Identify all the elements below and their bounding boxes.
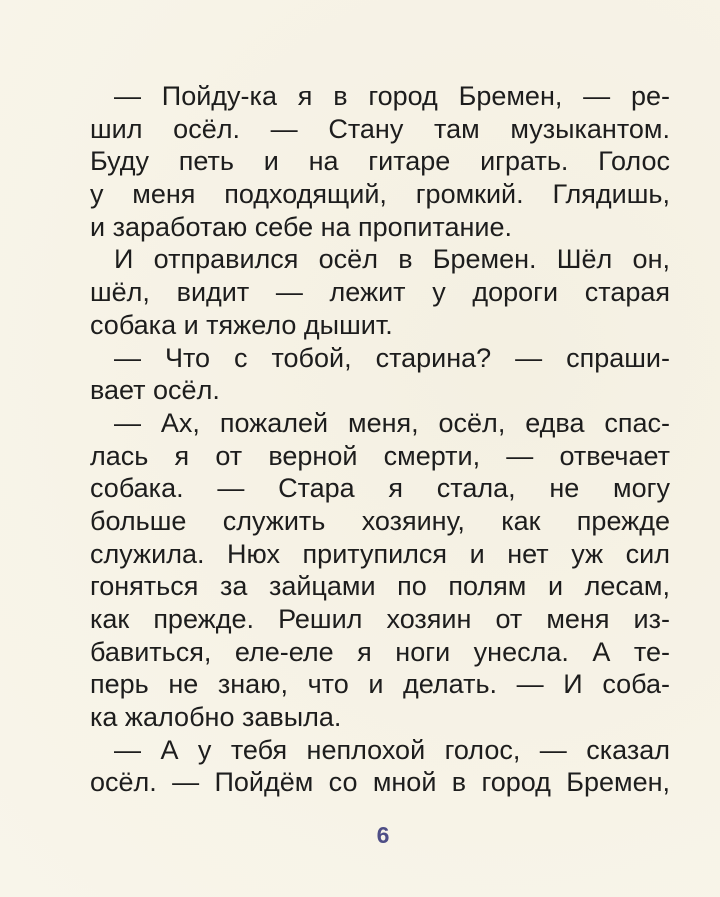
text-line: собака и тяжело дышит. xyxy=(90,309,393,340)
text-line: больше служить хозяину, как прежде xyxy=(90,505,670,536)
text-line: как прежде. Решил хозяин от меня из- xyxy=(90,604,670,634)
text-line: — Что с тобой, старина? — спраши- xyxy=(114,342,670,373)
story-text xyxy=(90,80,670,799)
text-line: Буду петь и на гитаре играть. Голос xyxy=(90,146,670,177)
text-line: бавиться, еле-еле я ноги унесла. А те- xyxy=(90,636,670,667)
page-number: 6 xyxy=(376,822,390,848)
text-line: шёл, видит — лежит у дороги старая xyxy=(90,277,670,308)
text-line: ка жалобно завыла. xyxy=(90,702,342,733)
text-line: гоняться за зайцами по полям и лесам, xyxy=(90,571,670,602)
text-line: перь не знаю, что и делать. — И соба- xyxy=(90,669,670,700)
text-line: вает осёл. xyxy=(90,375,220,406)
text-line: и заработаю себе на пропитание. xyxy=(90,211,512,242)
text-line: собака. — Стара я стала, не могу xyxy=(90,473,670,504)
text-line: у меня подходящий, громкий. Глядишь, xyxy=(90,179,670,210)
text-line: — А у тебя неплохой голос, — сказал xyxy=(114,734,670,765)
text-line: служила. Нюх притупился и нет уж сил xyxy=(90,538,670,569)
text-line: — Ах, пожалей меня, осёл, едва спас- xyxy=(114,407,670,438)
text-line: шил осёл. — Стану там музыкантом. xyxy=(90,113,670,144)
text-line: лась я от верной смерти, — отвечает xyxy=(90,440,670,471)
text-line: осёл. — Пойдём со мной в город Бремен, xyxy=(90,767,670,798)
text-line: И отправился осёл в Бремен. Шёл он, xyxy=(114,244,670,275)
text-line: — Пойду-ка я в город Бремен, — ре- xyxy=(114,81,670,111)
